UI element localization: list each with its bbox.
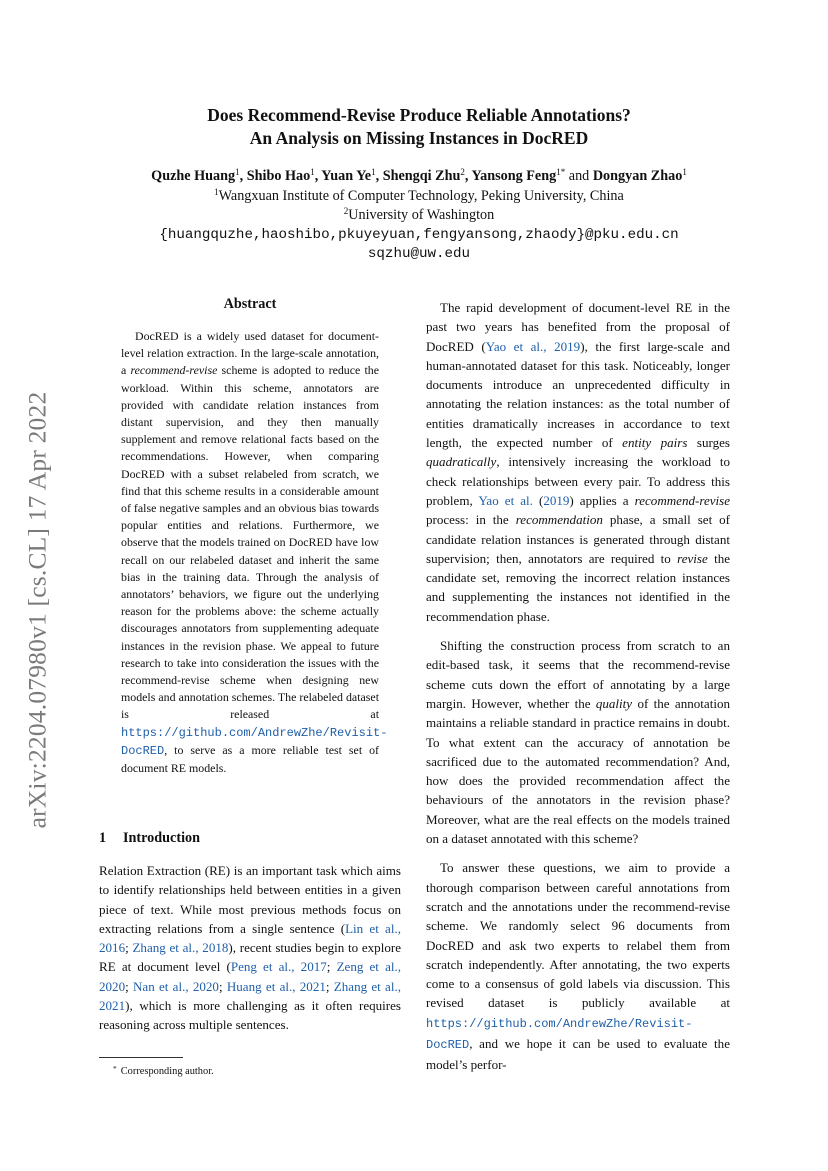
section-number: 1	[99, 830, 107, 846]
right-column-body	[426, 298, 730, 1075]
abstract-heading: Abstract	[223, 296, 277, 312]
authors-and: and	[568, 168, 590, 184]
footnote	[113, 1062, 214, 1079]
emphasis: recommend-revise	[634, 492, 731, 508]
emphasis: quadratically	[426, 454, 497, 470]
affiliation-mark: 1	[214, 186, 219, 197]
body-paragraph: To answer these questions, we aim to provide a thorough comparison between careful annotations from scratch and the annotations under the recommend-revise scheme. We randomly select 96 documents from DocRED and ask two experts to relabel them from scratch independently. After annotating, the two experts come to a consensus of gold labels via discussion. This revised dataset is publicly available at https://github.com/AndrewZhe/Revisit-DocRED, and we hope it can be used to evaluate the model’s perfor-	[426, 860, 730, 1073]
affiliation-1	[90, 187, 748, 207]
section-title: Introduction	[123, 830, 200, 846]
footnote-divider	[99, 1057, 183, 1058]
dataset-link[interactable]: https://github.com/AndrewZhe/Revisit-DocRED	[426, 1016, 693, 1052]
paper-title	[90, 104, 748, 150]
body-paragraph: The rapid development of document-level RE in the past two years has benefited from the proposal of DocRED (Yao et al., 2019), the first large-scale and human-annotated dataset for this task. Noticeably, longer documents introduce an unprecedented difficulty in annotating the relation instances: as the total number of entities dramatically increases in accordance to text length, the expected number of entity pairs surges quadratically, intensively increasing the workload to check relationships between every pair. To address this problem, Yao et al. (2019) applies a recommend-revise process: in the recommendation phase, a small set of candidate relation instances is generated through distant supervision; then, annotators are required to revise the candidate set, removing the incorrect relation instances and supplementing the instances not identified in the recommendation phase.	[426, 300, 731, 624]
footnote-mark: *	[113, 1064, 117, 1073]
affiliation-text: University of Washington	[348, 207, 495, 224]
author-name: Quzhe Huang	[151, 168, 236, 184]
abstract-body	[121, 328, 388, 777]
paper-header	[90, 104, 748, 265]
footnote-text: Corresponding author.	[120, 1066, 214, 1077]
citation-link[interactable]: Peng et al., 2017	[230, 959, 327, 975]
emphasis: revise	[677, 550, 708, 566]
citation-link[interactable]: Lin et al., 2016	[99, 920, 401, 956]
author-name: Dongyan Zhao	[592, 168, 683, 184]
citation-link[interactable]: Zhang et al., 2018	[132, 940, 229, 956]
email-line-1: {huangquzhe,haoshibo,pkuyeyuan,fengyansong,zhaody}@pku.edu.cn	[159, 226, 679, 243]
author-name: Shibo Hao	[246, 168, 311, 184]
author-mark: 1	[310, 167, 315, 177]
author-mark: 1*	[556, 167, 566, 177]
title-line-1: Does Recommend-Revise Produce Reliable Annotations?	[207, 105, 631, 125]
author-mark: 1	[371, 167, 376, 177]
emphasis: recommendation	[515, 512, 603, 528]
author-mark: 2	[460, 167, 465, 177]
title-line-2: An Analysis on Missing Instances in DocRED	[249, 128, 589, 148]
affiliation-mark: 2	[343, 206, 349, 217]
arxiv-identifier: arXiv:2204.07980v1 [cs.CL] 17 Apr 2022	[22, 391, 51, 829]
author-mark: 1	[682, 167, 687, 177]
arxiv-sidebar	[20, 364, 54, 856]
emphasis: recommend-revise	[130, 363, 218, 378]
emphasis: entity pairs	[622, 435, 688, 451]
affiliation-text: Wangxuan Institute of Computer Technology, Peking University, China	[218, 187, 624, 204]
citation-link[interactable]: 2019	[543, 492, 570, 508]
citation-link[interactable]: Nan et al., 2020	[132, 978, 219, 994]
author-block	[90, 167, 748, 265]
citation-link[interactable]: Zhang et al., 2021	[99, 978, 401, 1014]
author-name: Shengqi Zhu	[382, 168, 461, 184]
citation-link[interactable]: Huang et al., 2021	[226, 978, 326, 994]
introduction-body	[99, 861, 401, 1035]
citation-link[interactable]: Zeng et al., 2020	[99, 959, 402, 994]
affiliation-2	[90, 206, 748, 226]
intro-paragraph: Relation Extraction (RE) is an important task which aims to identify relationships held between entities in a given piece of text. While most previous methods focus on extracting relations from a single sentence (Lin et al., 2016; Zhang et al., 2018), recent studies begin to explore RE at document level (Peng et al., 2017; Zeng et al., 2020; Nan et al., 2020; Huang et al., 2021; Zhang et al., 2021), which is more challenging as it often requires reasoning across multiple sentences.	[99, 863, 402, 1033]
author-mark: 1	[235, 167, 240, 177]
email-line-2: sqzhu@uw.edu	[367, 246, 471, 263]
emphasis: quality	[595, 695, 633, 711]
dataset-link[interactable]: https://github.com/AndrewZhe/Revisit-DocRED	[121, 725, 388, 758]
author-list: Quzhe Huang$^1$, Shibo Hao$^1$, Yuan Ye$^1$, Shengqi Zhu$^2$, Yansong Feng$^{1*}$ and Dongyan Zhao$^1$	[151, 167, 687, 184]
author-name: Yansong Feng	[471, 168, 557, 184]
body-paragraph: Shifting the construction process from scratch to an edit-based task, it seems that the recommend-revise scheme cuts down the effort of annotating by a large margin. However, whether the quality of the annotation maintains a reliable standard in practice remains in doubt. To what extent can the accuracy of annotation be sacrificed due to the automated recommendation? And, how does the provided recommendation affect the behaviours of the annotators in the revision phase? Moreover, what are the real effects on the models trained on a dataset annotated with this scheme?	[426, 638, 731, 847]
author-name: Yuan Ye	[321, 168, 372, 184]
citation-link[interactable]: Yao et al.	[478, 492, 533, 508]
citation-link[interactable]: Yao et al., 2019	[485, 338, 581, 354]
section-heading-introduction	[99, 830, 200, 847]
abstract-paragraph: DocRED is a widely used dataset for document-level relation extraction. In the large-scale annotation, a recommend-revise scheme is adopted to reduce the workload. Within this scheme, annotators are provided with candidate relation instances from distant supervision, and they then manually supplement and remove relational facts based on the recommendations. However, when comparing DocRED with a subset relabeled from scratch, we find that this scheme results in a considerable amount of false negative samples and an obvious bias towards popular entities and relations. Furthermore, we observe that the models trained on DocRED have low recall on our relabeled dataset and inherit the same bias in the training data. Through the analysis of annotators’ behaviors, we figure out the underlying reason for the problems above: the scheme actually discourages annotators from supplementing adequate instances in the revision phase. We appeal to future research to take into consideration the issues with the recommend-revise scheme when designing new models and annotation schemes. The relabeled dataset is released at https://github.com/AndrewZhe/Revisit-DocRED, to serve as a more reliable test set of document RE models.	[121, 329, 388, 776]
